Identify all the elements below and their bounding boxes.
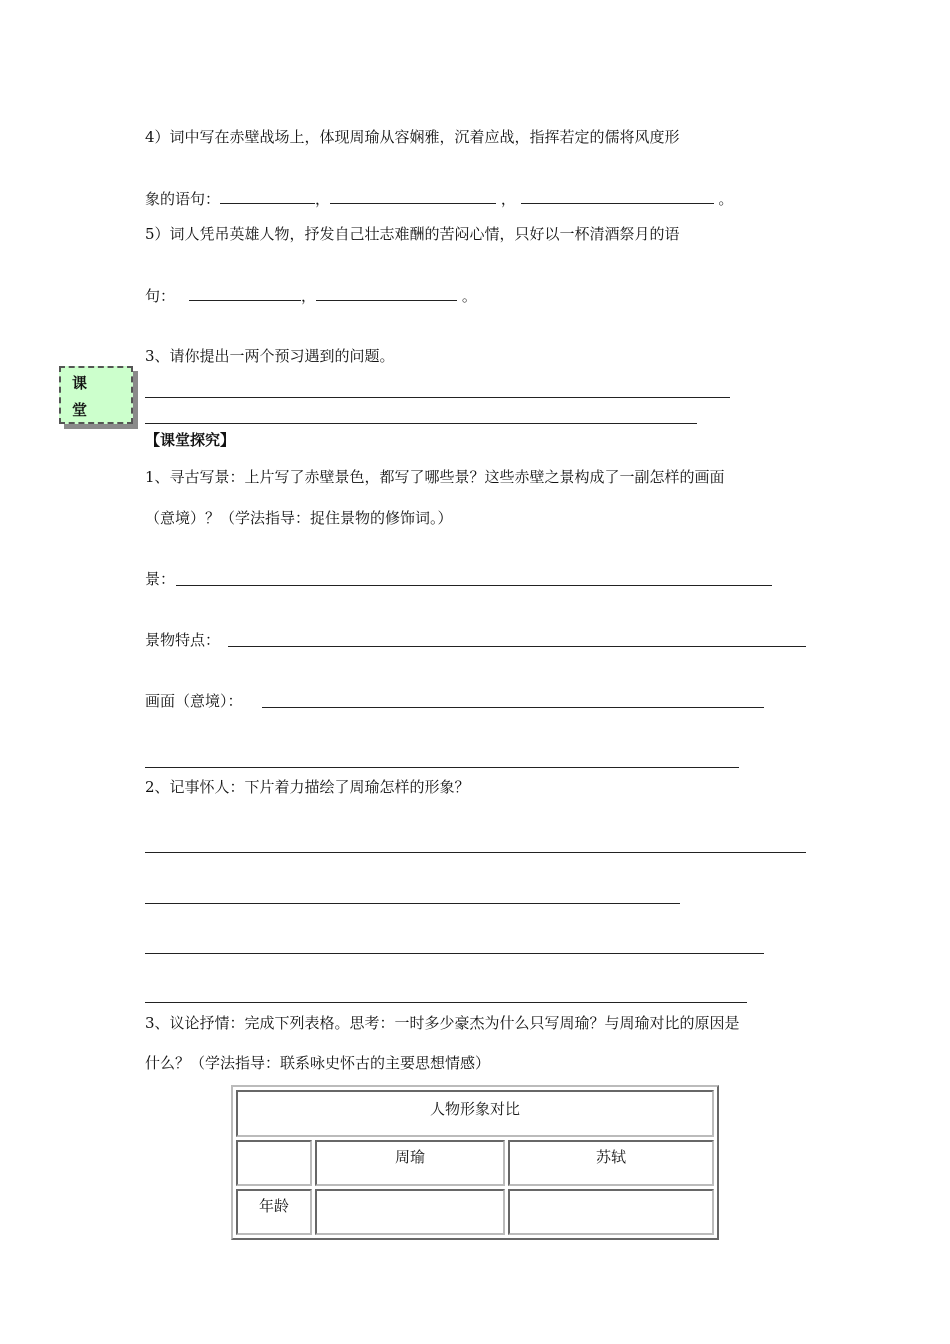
q4-blank-1[interactable] — [220, 189, 315, 204]
feature-label: 景物特点： — [145, 631, 221, 649]
q5-comma: ， — [301, 287, 317, 305]
comparison-table — [231, 1085, 719, 1240]
table-title: 人物形象对比 — [236, 1090, 714, 1137]
q4-comma-1: ， — [315, 190, 331, 208]
q5-blank-2[interactable] — [316, 286, 457, 301]
q4-blank-3[interactable] — [521, 189, 714, 204]
table-header-sushi: 苏轼 — [508, 1140, 714, 1186]
ex3-line2: 什么？（学法指导：联系咏史怀古的主要思想情感） — [145, 1054, 491, 1072]
table-header-empty — [236, 1140, 312, 1186]
q5-blank-1[interactable] — [189, 286, 301, 301]
q5-end: 。 — [461, 287, 477, 305]
answer-line[interactable] — [145, 397, 730, 398]
q4-line2 — [145, 189, 733, 209]
q4-blank-2[interactable] — [330, 189, 496, 204]
answer-line[interactable] — [145, 423, 697, 424]
table-header-zhouyu: 周瑜 — [315, 1140, 505, 1186]
q4-end: 。 — [718, 190, 734, 208]
answer-line[interactable] — [145, 1002, 747, 1003]
picture-label: 画面（意境）： — [145, 692, 243, 710]
side-label-char-2: 堂 — [72, 401, 88, 419]
ex3-line1: 3、议论抒情：完成下列表格。思考：一时多少豪杰为什么只写周瑜？与周瑜对比的原因是 — [145, 1014, 740, 1032]
table-cell-zhouyu-age[interactable] — [315, 1189, 505, 1235]
feature-answer-line[interactable] — [228, 646, 806, 647]
answer-line[interactable] — [145, 767, 739, 768]
side-label-char-1: 课 — [72, 374, 88, 392]
answer-line[interactable] — [145, 852, 806, 853]
q5-line2-prefix: 句： — [145, 287, 176, 305]
table-row-label-age: 年龄 — [236, 1189, 312, 1235]
picture-answer-line[interactable] — [262, 707, 764, 708]
answer-line[interactable] — [145, 953, 764, 954]
prestudy-question-3: 3、请你提出一两个预习遇到的问题。 — [145, 347, 395, 365]
scene-answer-line[interactable] — [176, 585, 772, 586]
scene-label: 景： — [145, 570, 176, 588]
q5-line2 — [145, 286, 477, 306]
q4-line2-prefix: 象的语句： — [145, 190, 221, 208]
ex1-line2: （意境）？（学法指导：捉住景物的修饰词。） — [145, 509, 453, 527]
q4-comma-2: ， — [500, 190, 516, 208]
side-label-box — [59, 366, 133, 424]
ex2-line1: 2、记事怀人：下片着力描绘了周瑜怎样的形象？ — [145, 778, 470, 796]
answer-line[interactable] — [145, 903, 680, 904]
table-cell-sushi-age[interactable] — [508, 1189, 714, 1235]
section-title: 【课堂探究】 — [145, 431, 236, 449]
q5-line1: 5）词人凭吊英雄人物，抒发自己壮志难酬的苦闷心情，只好以一杯清酒祭月的语 — [145, 225, 680, 243]
q4-line1: 4）词中写在赤壁战场上，体现周瑜从容娴雅，沉着应战，指挥若定的儒将风度形 — [145, 128, 680, 146]
ex1-line1: 1、寻古写景：上片写了赤壁景色，都写了哪些景？这些赤壁之景构成了一副怎样的画面 — [145, 468, 725, 486]
